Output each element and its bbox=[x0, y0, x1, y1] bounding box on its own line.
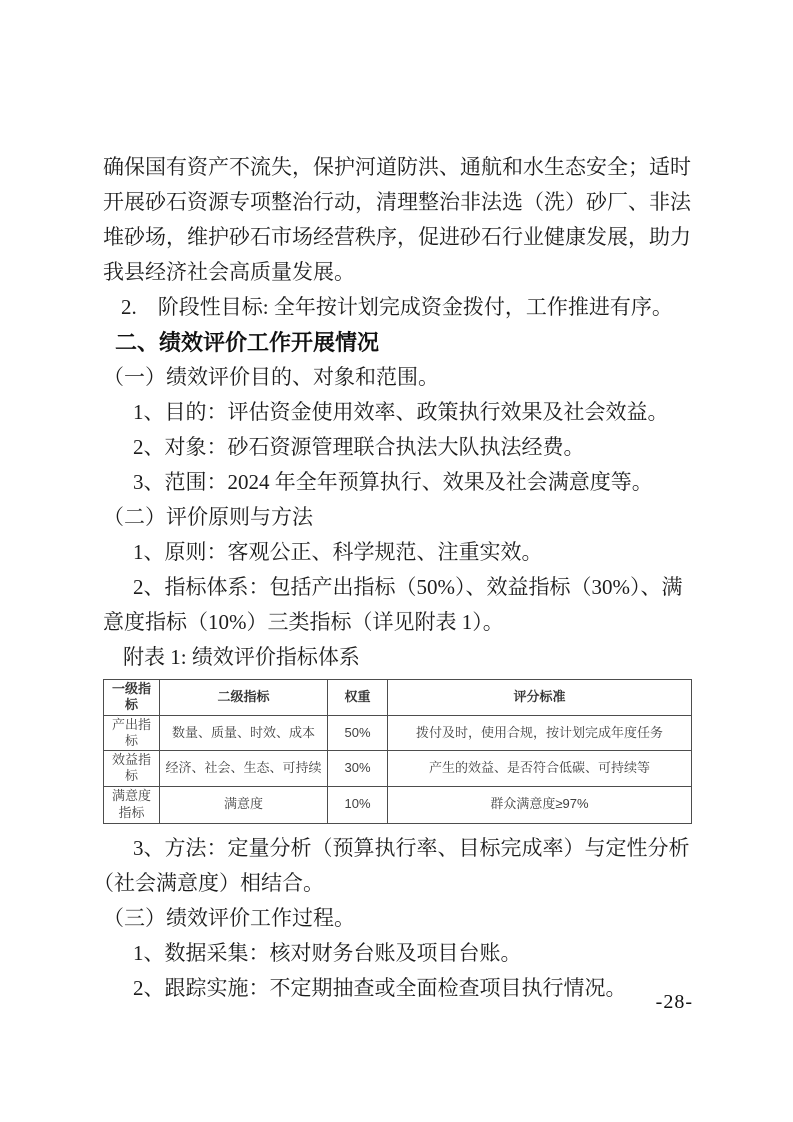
body-line: 我县经济社会高质量发展。 bbox=[103, 260, 355, 284]
table-cell: 效益指标 bbox=[104, 751, 160, 787]
table-header-cell: 权重 bbox=[328, 680, 388, 716]
subsection-heading: （三）绩效评价工作过程。 bbox=[103, 905, 355, 930]
body-line: （社会满意度）相结合。 bbox=[93, 870, 324, 895]
table-cell: 群众满意度≥97% bbox=[388, 786, 692, 823]
body-line: 堆砂场，维护砂石市场经营秩序，促进砂石行业健康发展，助力 bbox=[103, 225, 691, 249]
table-header-cell: 评分标准 bbox=[388, 680, 692, 716]
numbered-item: 3、方法：定量分析（预算执行率、目标完成率）与定性分析 bbox=[133, 835, 690, 860]
body-line: 意度指标（10%）三类指标（详见附表 1）。 bbox=[103, 610, 504, 634]
table-cell: 满意度 bbox=[160, 786, 328, 823]
table-cell: 50% bbox=[328, 715, 388, 751]
table-header-cell: 二级指标 bbox=[160, 680, 328, 716]
document-content bbox=[93, 150, 692, 1006]
numbered-item: 2、跟踪实施：不定期抽查或全面检查项目执行情况。 bbox=[133, 975, 627, 1000]
numbered-item: 3、范围：2024 年全年预算执行、效果及社会满意度等。 bbox=[133, 470, 653, 494]
table-cell: 数量、质量、时效、成本 bbox=[160, 715, 328, 751]
section-heading: 二、绩效评价工作开展情况 bbox=[115, 330, 380, 355]
numbered-item: 1、原则：客观公正、科学规范、注重实效。 bbox=[133, 540, 543, 564]
table-row bbox=[104, 751, 692, 787]
table-row bbox=[104, 786, 692, 823]
table-cell: 拨付及时，使用合规，按计划完成年度任务 bbox=[388, 715, 692, 751]
table-caption: 附表 1: 绩效评价指标体系 bbox=[123, 645, 360, 669]
numbered-item: 2、对象：砂石资源管理联合执法大队执法经费。 bbox=[133, 435, 585, 459]
numbered-item: 1、目的：评估资金使用效率、政策执行效果及社会效益。 bbox=[133, 400, 669, 424]
body-line: 开展砂石资源专项整治行动，清理整治非法选（洗）砂厂、非法 bbox=[103, 190, 691, 214]
stage-goal-item: 2. 阶段性目标: 全年按计划完成资金拨付，工作推进有序。 bbox=[121, 295, 673, 319]
subsection-heading: （二）评价原则与方法 bbox=[103, 505, 313, 529]
table-cell: 产出指标 bbox=[104, 715, 160, 751]
subsection-heading: （一）绩效评价目的、对象和范围。 bbox=[103, 365, 439, 389]
table-cell: 30% bbox=[328, 751, 388, 787]
table-cell: 满意度指标 bbox=[104, 786, 160, 823]
table-cell: 产生的效益、是否符合低碳、可持续等 bbox=[388, 751, 692, 787]
table-header-cell: 一级指标 bbox=[104, 680, 160, 716]
table-header-row bbox=[104, 680, 692, 716]
table-cell: 10% bbox=[328, 786, 388, 823]
table-cell: 经济、社会、生态、可持续 bbox=[160, 751, 328, 787]
body-line: 确保国有资产不流失，保护河道防洪、通航和水生态安全；适时 bbox=[103, 155, 691, 179]
table-row bbox=[104, 715, 692, 751]
page-number: -28- bbox=[655, 991, 693, 1013]
numbered-item: 1、数据采集：核对财务台账及项目台账。 bbox=[133, 940, 522, 965]
numbered-item: 2、指标体系：包括产出指标（50%）、效益指标（30%）、满 bbox=[133, 575, 683, 599]
indicator-table bbox=[103, 679, 692, 824]
